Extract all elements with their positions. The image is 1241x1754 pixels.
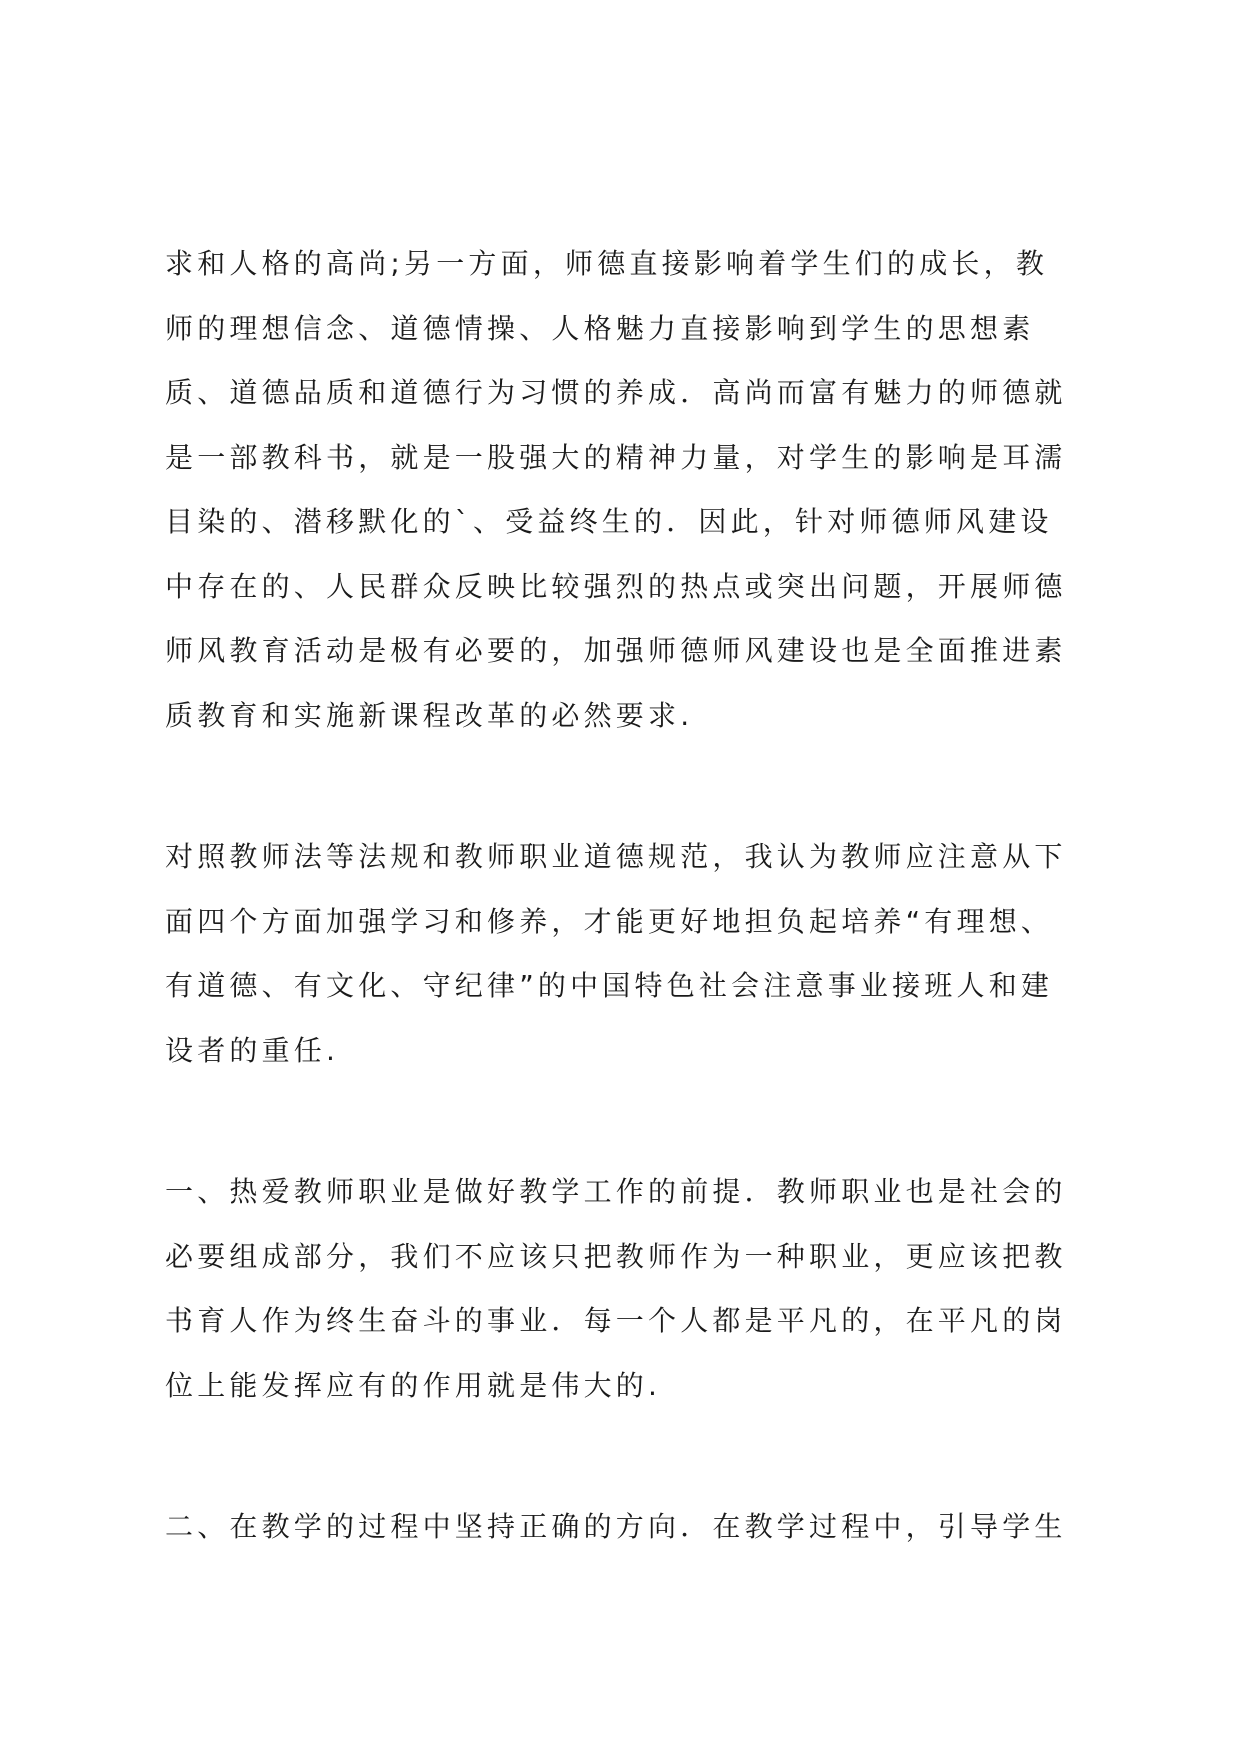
paragraph-3	[165, 1160, 1095, 1418]
text-line: 面四个方面加强学习和修养，才能更好地担负起培养“有理想、	[165, 904, 1054, 938]
paragraph-spacer	[165, 1418, 1095, 1495]
document-body	[165, 232, 1095, 1560]
text-line: 质教育和实施新课程改革的必然要求.	[165, 698, 694, 732]
text-line: 必要组成部分，我们不应该只把教师作为一种职业，更应该把教	[165, 1239, 1067, 1273]
text-line: 一、热爱教师职业是做好教学工作的前提．教师职业也是社会的	[165, 1175, 1067, 1208]
text-line: 有道德、有文化、守纪律”的中国特色社会注意事业接班人和建	[165, 969, 1054, 1002]
text-line: 对照教师法等法规和教师职业道德规范，我认为教师应注意从下	[165, 840, 1067, 873]
text-line: 二、在教学的过程中坚持正确的方向．在教学过程中，引导学生	[165, 1510, 1067, 1543]
text-line: 师的理想信念、道德情操、人格魅力直接影响到学生的思想素	[165, 311, 1035, 345]
text-line: 位上能发挥应有的作用就是伟大的.	[165, 1368, 662, 1402]
text-line: 书育人作为终生奋斗的事业．每一个人都是平凡的，在平凡的岗	[165, 1304, 1067, 1337]
text-line: 目染的、潜移默化的`、受益终生的．因此，针对师德师风建设	[165, 505, 1053, 538]
text-line: 质、道德品质和道德行为习惯的养成．高尚而富有魅力的师德就	[165, 376, 1067, 409]
text-line: 求和人格的高尚;另一方面，师德直接影响着学生们的成长，教	[165, 247, 1049, 280]
paragraph-spacer	[165, 1083, 1095, 1160]
text-line: 中存在的、人民群众反映比较强烈的热点或突出问题，开展师德	[165, 569, 1067, 603]
paragraph-1	[165, 232, 1095, 748]
paragraph-2	[165, 825, 1095, 1083]
text-line: 是一部教科书，就是一股强大的精神力量，对学生的影响是耳濡	[165, 440, 1067, 474]
paragraph-spacer	[165, 748, 1095, 825]
paragraph-4	[165, 1495, 1095, 1560]
text-line: 师风教育活动是极有必要的，加强师德师风建设也是全面推进素	[165, 634, 1067, 667]
text-line: 设者的重任.	[165, 1033, 340, 1067]
